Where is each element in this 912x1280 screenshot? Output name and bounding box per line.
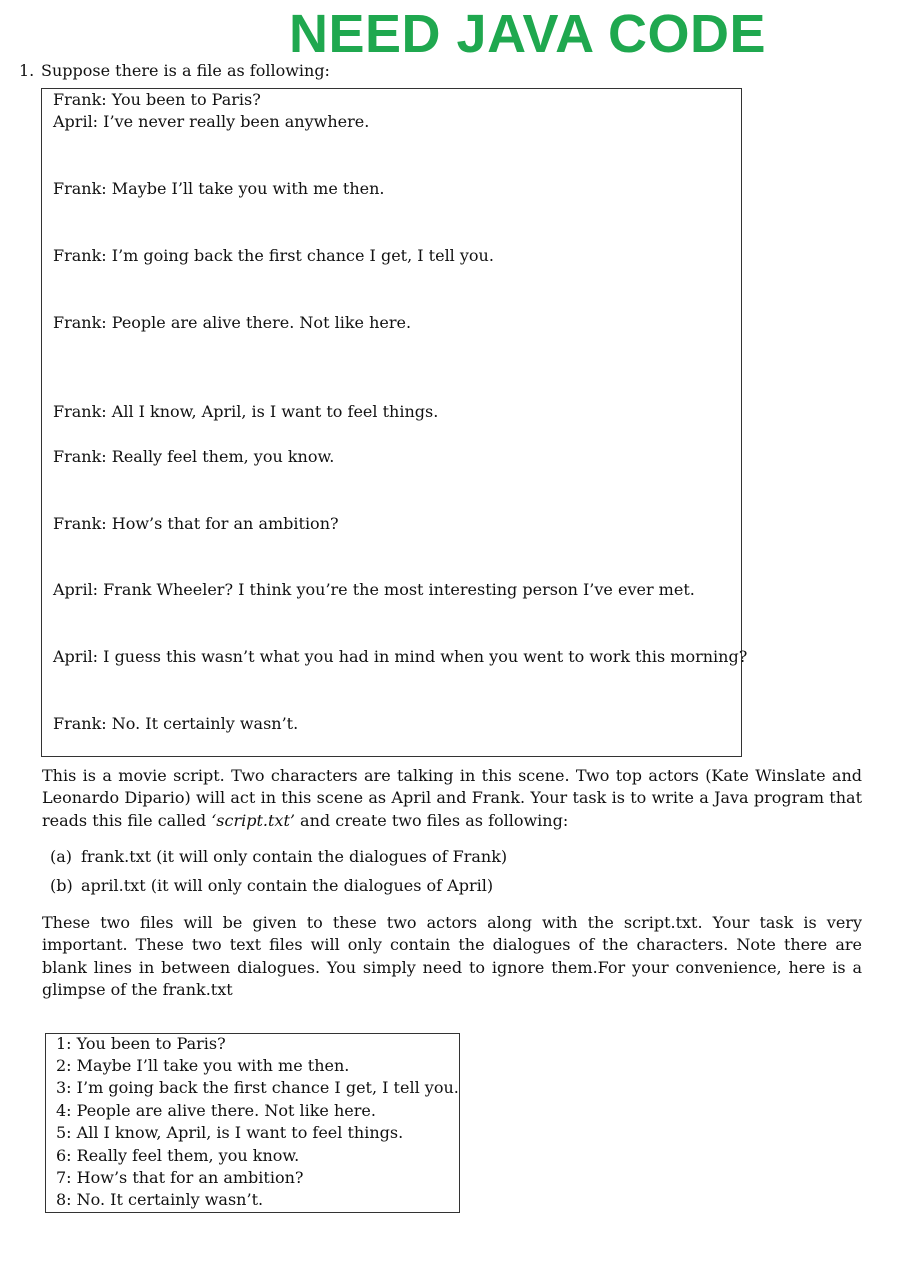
frank-line: 2: Maybe I’ll take you with me then. — [56, 1056, 350, 1075]
question-intro — [19, 60, 330, 82]
script-line: Frank: You been to Paris? — [53, 90, 261, 109]
question-text: Suppose there is a file as following: — [41, 61, 330, 80]
frank-line: 4: People are alive there. Not like here. — [56, 1101, 376, 1120]
question-number: 1. — [19, 61, 35, 80]
script-line: Frank: Really feel them, you know. — [53, 447, 335, 466]
task-text-after: and create two files as following: — [294, 810, 569, 830]
script-line: April: I guess this wasn’t what you had in mind when you went to work this morning? — [53, 647, 748, 666]
output-item-april — [50, 875, 493, 897]
frank-line: 5: All I know, April, is I want to feel things. — [56, 1123, 404, 1142]
frank-file-preview-box — [45, 1033, 460, 1213]
script-line: Frank: No. It certainly wasn’t. — [53, 714, 299, 733]
frank-line: 3: I’m going back the first chance I get, I tell you. — [56, 1078, 459, 1097]
output-item-frank — [50, 846, 507, 868]
frank-line: 1: You been to Paris? — [56, 1034, 226, 1053]
script-line: Frank: I’m going back the first chance I get, I tell you. — [53, 246, 494, 265]
task-text-before: This is a movie script. Two characters are talking in this scene. Two top actors (Kate Winslate and Leonardo Dipario) will act in this scene as April and Frank. Your task is to write a Java program that reads this file called — [42, 766, 862, 830]
script-line: April: Frank Wheeler? I think you’re the most interesting person I’ve ever met. — [53, 580, 695, 599]
script-line: Frank: Maybe I’ll take you with me then. — [53, 179, 385, 198]
enum-marker: (a) — [50, 847, 73, 866]
enum-marker: (b) — [50, 876, 73, 895]
script-line: Frank: People are alive there. Not like here. — [53, 313, 412, 332]
script-line: Frank: All I know, April, is I want to feel things. — [53, 402, 439, 421]
banner-title: NEED JAVA CODE — [289, 4, 767, 64]
enum-text: frank.txt (it will only contain the dialogues of Frank) — [81, 847, 508, 866]
closing-paragraph: These two files will be given to these two actors along with the script.txt. Your task is very important. These two text files will only contain the dialogues of the characters. Note there are blank lines in between dialogues. You simply need to ignore them.For your convenience, here is a glimpse of the frank.txt — [42, 913, 862, 999]
frank-line: 6: Really feel them, you know. — [56, 1146, 300, 1165]
script-line: April: I’ve never really been anywhere. — [53, 112, 370, 131]
frank-line: 7: How’s that for an ambition? — [56, 1168, 304, 1187]
enum-text: april.txt (it will only contain the dialogues of April) — [81, 876, 494, 895]
frank-line: 8: No. It certainly wasn’t. — [56, 1190, 264, 1209]
script-file-box — [41, 88, 748, 757]
script-line: Frank: How’s that for an ambition? — [53, 514, 339, 533]
task-paragraph — [42, 765, 862, 832]
script-filename: ‘script.txt’ — [211, 810, 295, 830]
